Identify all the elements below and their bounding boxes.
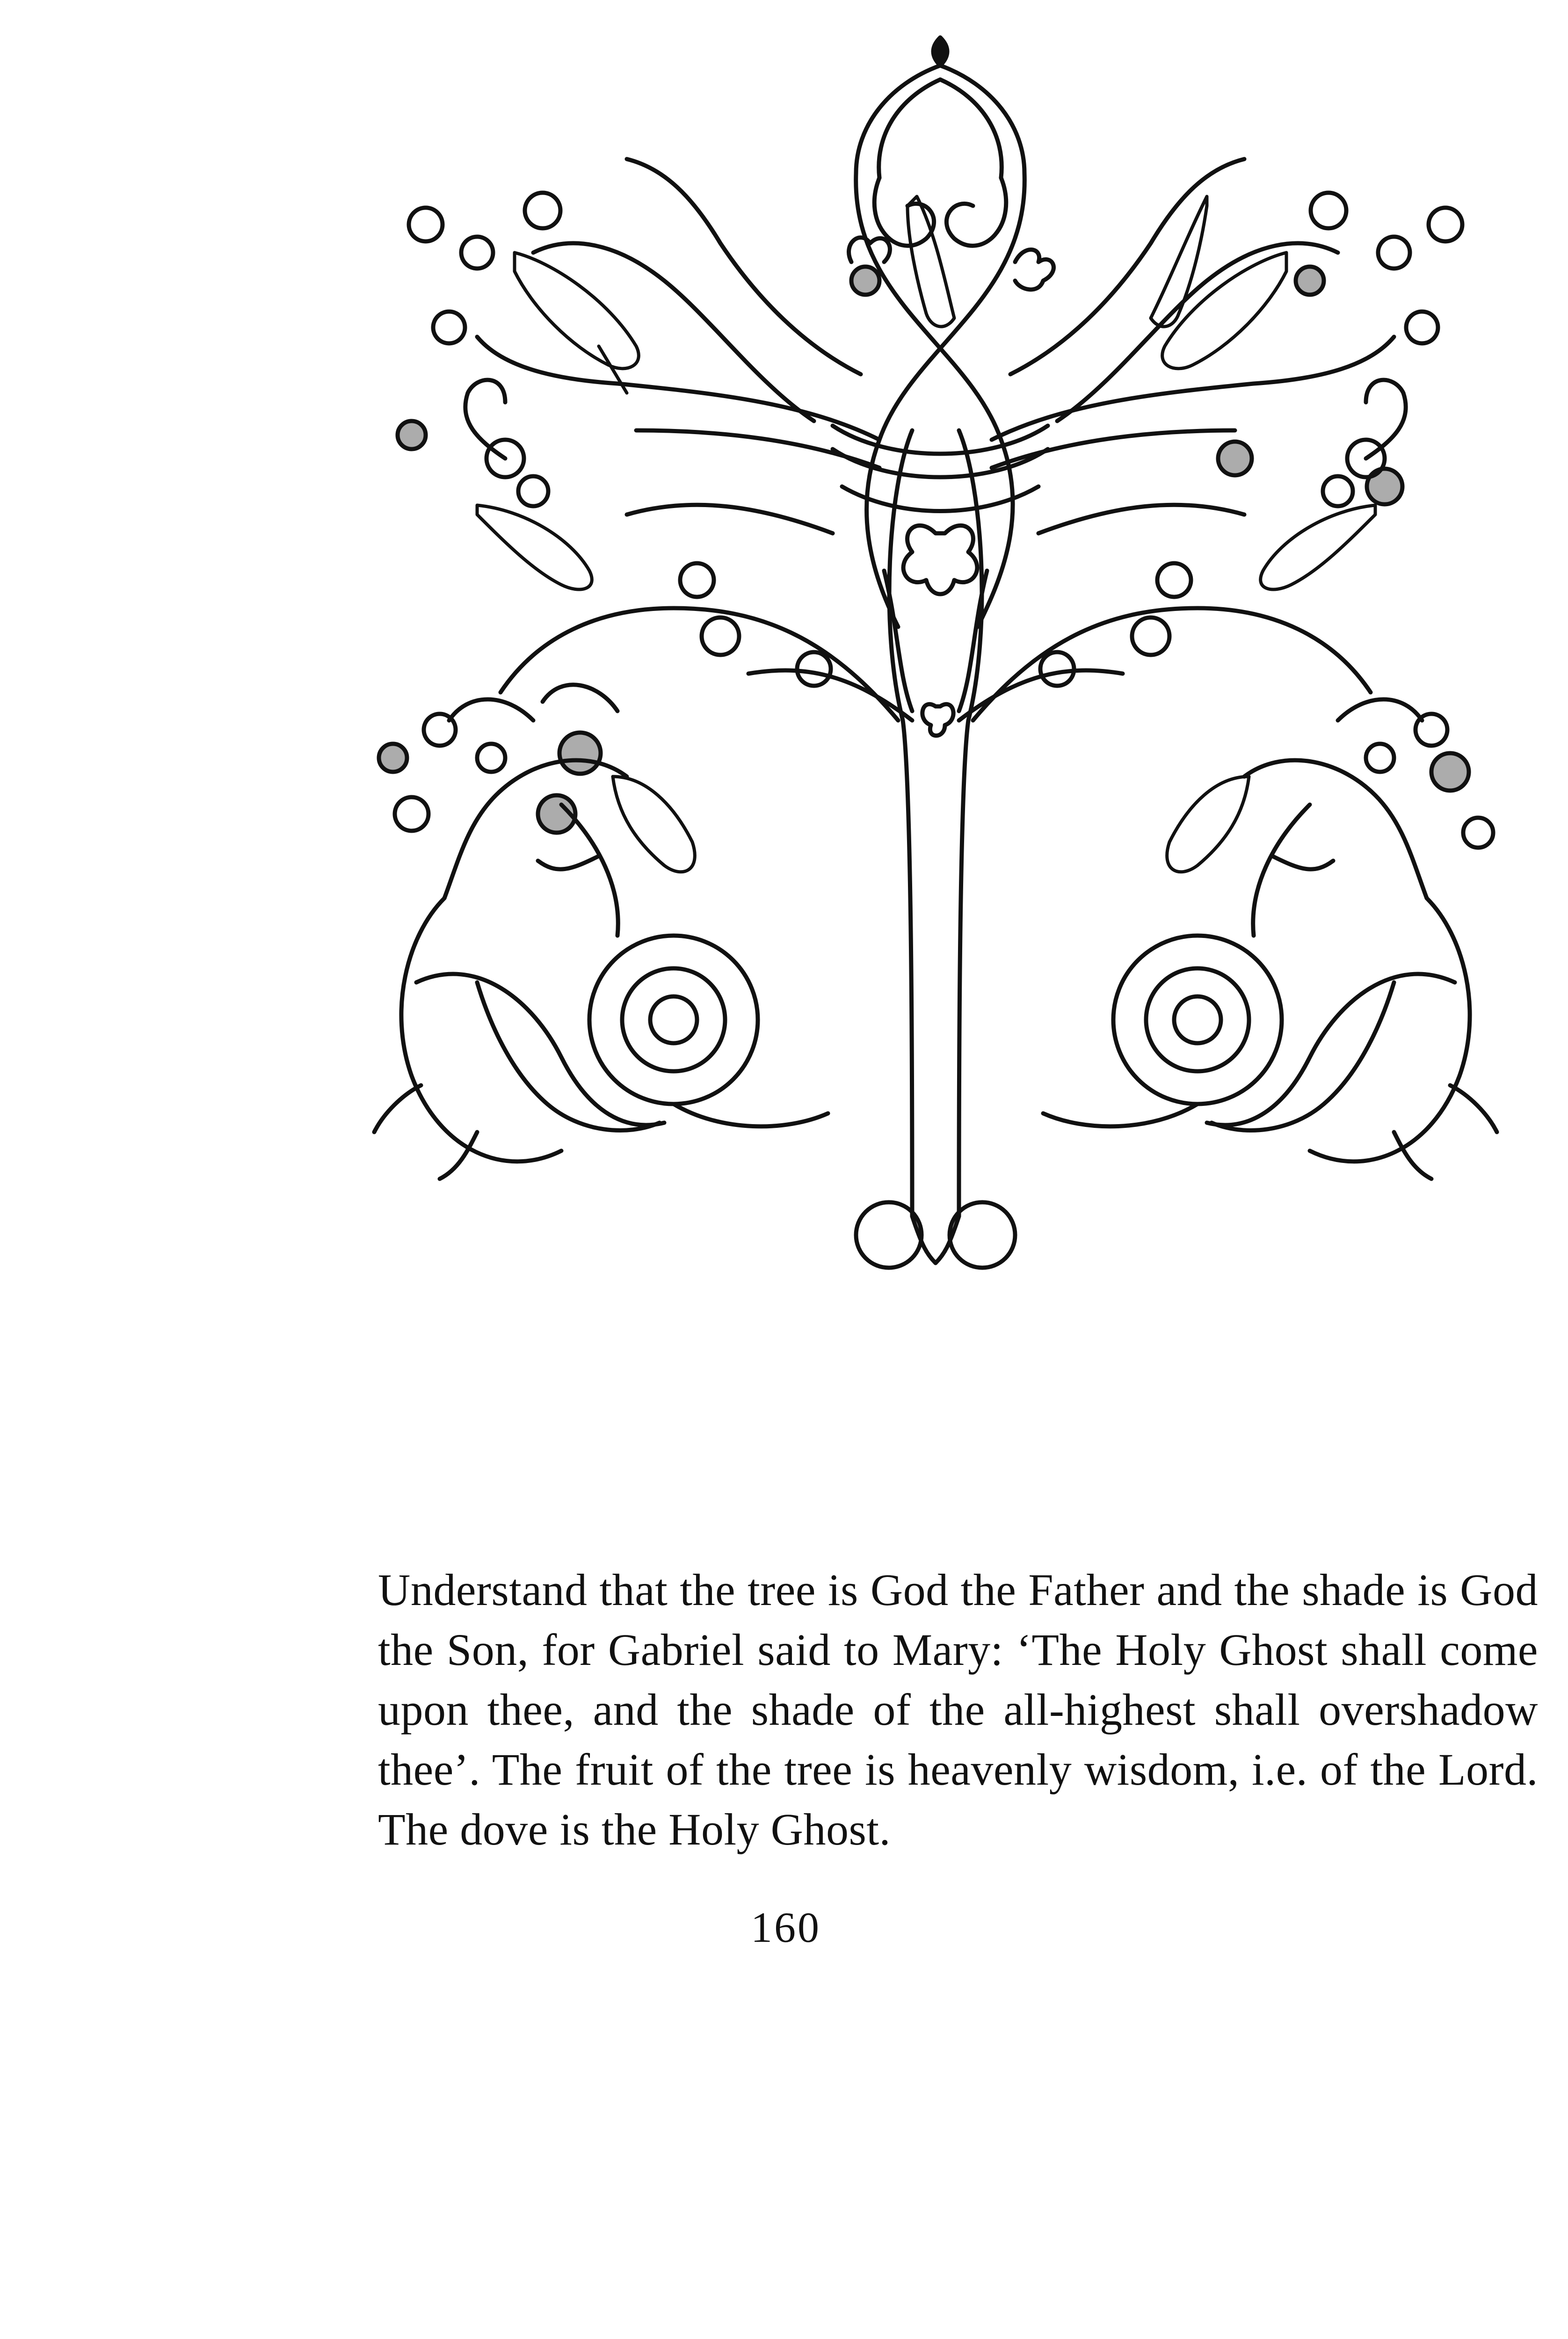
caption-paragraph: Understand that the tree is God the Father and the shade is God the Son, for Gabriel said to Mary: ‘The Holy Ghost shall come upon thee, and the shade of the all-highest shall overshadow thee’. The fruit of the tree is heavenly wisdom, i.e. of the Lord. The dove is the Holy Ghost. — [378, 1565, 1538, 1854]
top-finial — [856, 37, 1024, 178]
tree-and-dragons-illustration — [337, 19, 1534, 1516]
tree-trunk — [833, 173, 1048, 1216]
page-number: 160 — [751, 1903, 821, 1951]
birds — [477, 196, 1375, 872]
dragon-right — [1043, 760, 1497, 1179]
dragon-left — [374, 760, 828, 1179]
illustration-drawing — [337, 19, 1534, 1516]
left-branches — [379, 159, 912, 833]
tree-base — [856, 1202, 1015, 1268]
